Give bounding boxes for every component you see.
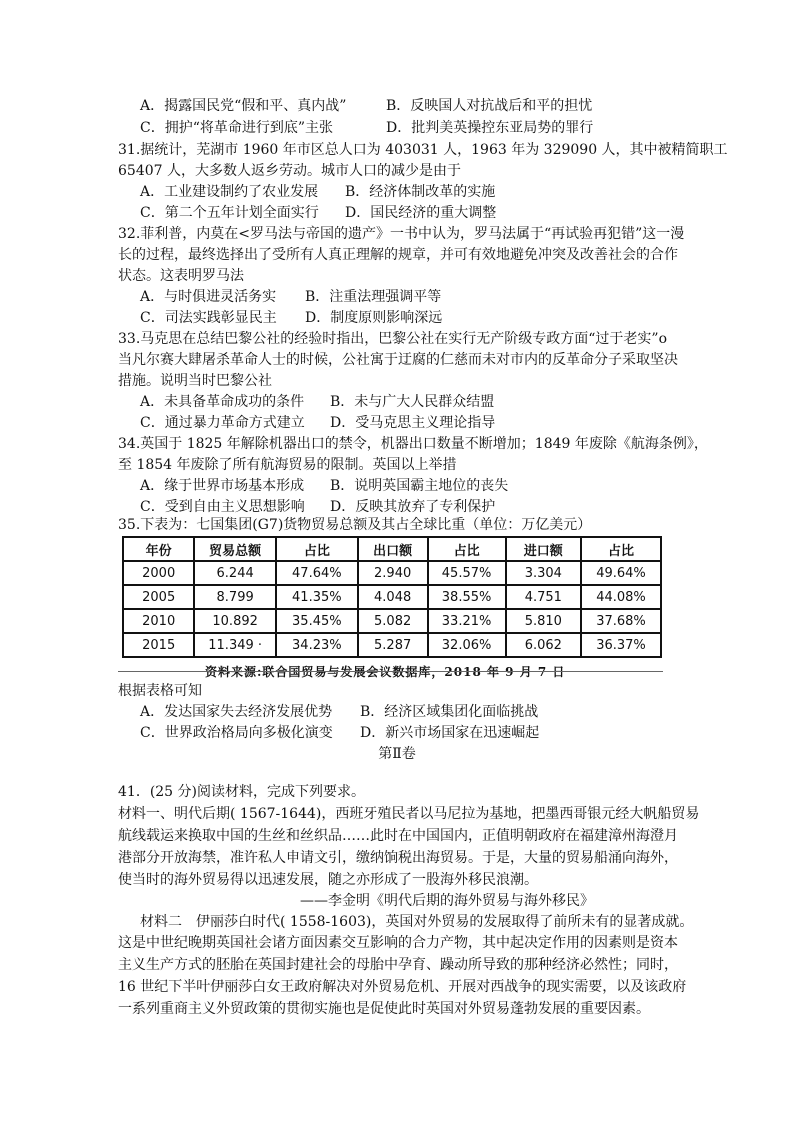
- table-source-note: 资料来源:联合国贸易与发展会议数据库，2018 年 9 月 7 日: [205, 665, 566, 679]
- q41-stem: 41．(25 分)阅读材料，完成下列要求。: [118, 784, 366, 800]
- q41-material1-source: ——李金明《明代后期的海外贸易与海外移民》: [300, 893, 594, 909]
- q33-option-b: B．未与广大人民群众结盟: [330, 394, 495, 410]
- q33-option-d: D．受马克思主义理论指导: [330, 415, 496, 431]
- q30-option-a: A．揭露国民党“假和平、真内战”: [140, 98, 347, 114]
- g7-trade-table: [122, 536, 662, 656]
- q34-option-a: A．缘于世界市场基本形成: [140, 478, 305, 494]
- q32-option-c: C．司法实践彰显民主: [140, 310, 277, 326]
- table-cell: 10.892: [194, 609, 276, 633]
- table-cell: 5.287: [358, 633, 428, 657]
- table-cell: 8.799: [194, 585, 276, 609]
- q34-option-c: C．受到自由主义思想影响: [140, 499, 305, 515]
- q30-option-c: C．拥护“将革命进行到底”主张: [140, 120, 334, 136]
- q32-option-b: B．注重法理强调平等: [305, 289, 442, 305]
- col-header-year: 年份: [123, 537, 194, 561]
- table-cell: 38.55%: [428, 585, 506, 609]
- q32-stem-line1: 32.菲利普，内莫在<罗马法与帝国的遗产》一书中认为，罗马法属于“再试验再犯错”这一漫: [118, 226, 685, 242]
- q33-option-a: A．未具备革命成功的条件: [140, 394, 305, 410]
- divider: [118, 671, 663, 672]
- q32-option-a: A．与时俱进灵活务实: [140, 289, 277, 305]
- part2-heading: 第Ⅱ卷: [378, 746, 416, 762]
- q31-option-d: D．国民经济的重大调整: [345, 205, 497, 221]
- q34-stem-line1: 34.英国于 1825 年解除机器出口的禁令，机器出口数量不断增加；1849 年废除《航海条例》，: [118, 436, 708, 452]
- table-cell: 2000: [123, 561, 194, 585]
- table-cell: 3.304: [506, 561, 581, 585]
- q41-material1-line3: 港部分开放海禁，准许私人申请文引，缴纳饷税出海贸易。于是，大量的贸易船涌向海外，: [118, 850, 678, 866]
- table-cell: 47.64%: [276, 561, 358, 585]
- q31-option-c: C．第二个五年计划全面实行: [140, 205, 319, 221]
- q41-material2-line1: 材料二 伊丽莎白时代( 1558-1603)，英国对外贸易的发展取得了前所未有的显著成就。: [140, 914, 694, 930]
- q32-stem-line3: 状态。这表明罗马法: [118, 268, 244, 284]
- q35-option-b: B．经济区域集团化面临挑战: [360, 704, 539, 720]
- table-cell: 11.349 ·: [194, 633, 276, 657]
- col-header-trade-total: 贸易总额: [194, 537, 276, 561]
- q35-stem-line2: 根据表格可知: [118, 683, 202, 699]
- table-row: [123, 633, 661, 657]
- col-header-trade-share: 占比: [276, 537, 358, 561]
- q41-material2-line5: 一系列重商主义外贸政策的贯彻实施也是促使此时英国对外贸易蓬勃发展的重要因素。: [118, 1001, 650, 1017]
- table-row: [123, 585, 661, 609]
- table-cell: 4.048: [358, 585, 428, 609]
- table-cell: 36.37%: [581, 633, 661, 657]
- table-cell: 5.082: [358, 609, 428, 633]
- q31-option-b: B．经济体制改革的实施: [345, 184, 496, 200]
- table-cell: 2010: [123, 609, 194, 633]
- q41-material2-line2: 这是中世纪晚期英国社会诸方面因素交互影响的合力产物，其中起决定作用的因素则是资本: [118, 935, 678, 951]
- q41-material1-line1: 材料一、明代后期( 1567-1644)，西班牙殖民者以马尼拉为基地，把墨西哥银元经大帆船贸易: [118, 806, 700, 822]
- q32-stem-line2: 长的过程，最终选择出了受所有人真正理解的规章，并可有效地避免冲突及改善社会的合作: [118, 247, 678, 263]
- q35-option-a: A．发达国家失去经济发展优势: [140, 704, 333, 720]
- q31-stem-line2: 65407 人，大多数人返乡劳动。城市人口的减少是由于: [118, 163, 461, 179]
- table-cell: 6.244: [194, 561, 276, 585]
- q35-option-d: D．新兴市场国家在迅速崛起: [360, 725, 540, 741]
- table-cell: 2015: [123, 633, 194, 657]
- q34-option-b: B．说明英国霸主地位的丧失: [330, 478, 509, 494]
- q33-option-c: C．通过暴力革命方式建立: [140, 415, 305, 431]
- col-header-import: 进口额: [506, 537, 581, 561]
- q33-stem-line3: 措施。说明当时巴黎公社: [118, 373, 272, 389]
- col-header-import-share: 占比: [581, 537, 661, 561]
- col-header-export: 出口额: [358, 537, 428, 561]
- table-cell: 45.57%: [428, 561, 506, 585]
- table-cell: 35.45%: [276, 609, 358, 633]
- q41-material2-line4: 16 世纪下半叶伊丽莎白女王政府解决对外贸易危机、开展对西战争的现实需要，以及该政府: [118, 979, 687, 995]
- table-row: [123, 609, 661, 633]
- q31-option-a: A．工业建设制约了农业发展: [140, 184, 319, 200]
- q41-material1-line2: 航线载运来换取中国的生丝和丝织品……此时在中国国内，正值明朝政府在福建漳州海澄月: [118, 828, 678, 844]
- table-cell: 44.08%: [581, 585, 661, 609]
- q34-option-d: D．反映其放弃了专利保护: [330, 499, 496, 515]
- table-cell: 4.751: [506, 585, 581, 609]
- col-header-export-share: 占比: [428, 537, 506, 561]
- q33-stem-line2: 当凡尔赛大肆屠杀革命人士的时候，公社寓于迂腐的仁慈而未对市内的反革命分子采取坚决: [118, 352, 678, 368]
- q31-stem-line1: 31.据统计，芜湖市 1960 年市区总人口为 403031 人，1963 年为 329090 人，其中被精简职工: [118, 142, 728, 158]
- table-row: [123, 561, 661, 585]
- q34-stem-line2: 至 1854 年废除了所有航海贸易的限制。英国以上举措: [118, 457, 457, 473]
- table-cell: 33.21%: [428, 609, 506, 633]
- table-cell: 6.062: [506, 633, 581, 657]
- table-cell: 2.940: [358, 561, 428, 585]
- table-cell: 49.64%: [581, 561, 661, 585]
- table-cell: 2005: [123, 585, 194, 609]
- q41-material1-line4: 使当时的海外贸易得以迅速发展，随之亦形成了一股海外移民浪潮。: [118, 872, 538, 888]
- table-cell: 41.35%: [276, 585, 358, 609]
- q33-stem-line1: 33.马克思在总结巴黎公社的经验时指出，巴黎公社在实行无产阶级专政方面“过于老实”o: [118, 331, 668, 347]
- table-cell: 37.68%: [581, 609, 661, 633]
- q32-option-d: D．制度原则影响深远: [305, 310, 443, 326]
- table-cell: 34.23%: [276, 633, 358, 657]
- table-cell: 32.06%: [428, 633, 506, 657]
- table-header-row: [123, 537, 661, 561]
- q35-option-c: C．世界政治格局向多极化演变: [140, 725, 333, 741]
- q41-material2-line3: 主义生产方式的胚胎在英国封建社会的母胎中孕育、躁动所导致的那种经济必然性；同时，: [118, 957, 678, 973]
- table-cell: 5.810: [506, 609, 581, 633]
- q35-stem-line1: 35.下表为：七国集团(G7)货物贸易总额及其占全球比重（单位：万亿美元）: [118, 517, 592, 533]
- q30-option-b: B．反映国人对抗战后和平的担忧: [386, 98, 593, 114]
- q30-option-d: D．批判美英操控东亚局势的罪行: [386, 120, 594, 136]
